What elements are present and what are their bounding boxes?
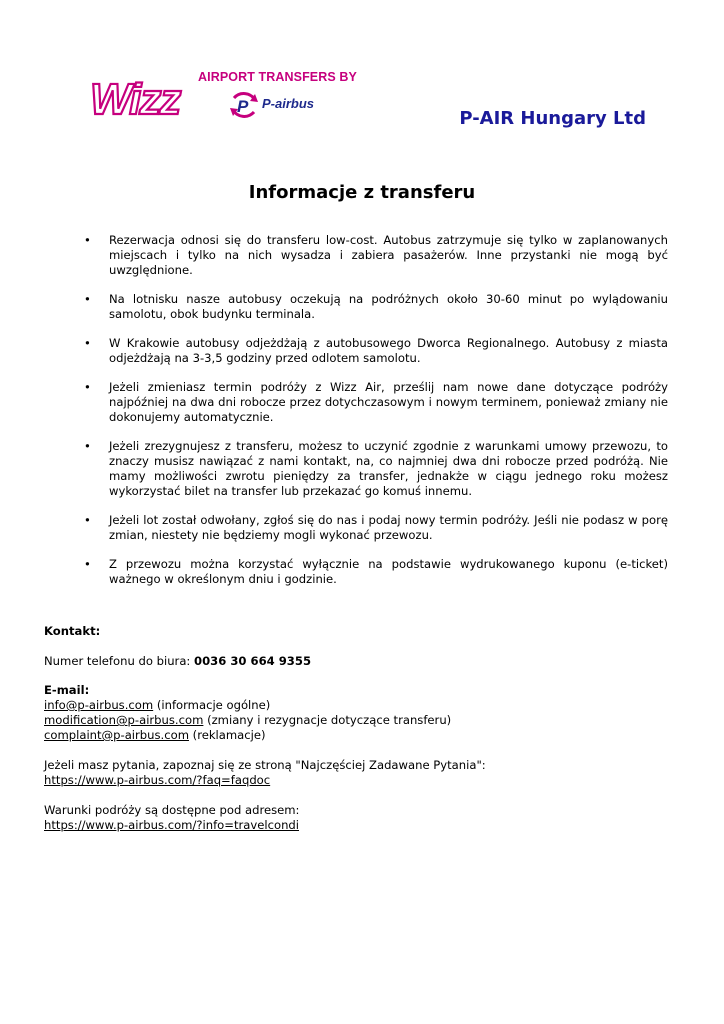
phone-label: Numer telefonu do biura:	[44, 654, 195, 668]
list-item: • W Krakowie autobusy odjeżdżają z autobusowego Dworca Regionalnego. Autobusy z miasta odjeżdżają na 3-3,5 godziny przed odlotem samolotu.	[84, 336, 668, 365]
email-line-complaint	[44, 728, 684, 743]
list-item: • Z przewozu można korzystać wyłącznie na podstawie wydrukowanego kuponu (e-ticket) ważnego w określonym dniu i godzinie.	[84, 557, 668, 586]
list-item: • Jeżeli zmieniasz termin podróży z Wizz Air, prześlij nam nowe dane dotyczące podróży najpóźniej na dwa dni robocze przez dotychczasowym i nowym terminem, ponieważ zmiany nie dokonujemy automatycznie.	[84, 380, 668, 424]
email-link-modification[interactable]: modification@p-airbus.com	[44, 713, 204, 727]
email-link-info[interactable]: info@p-airbus.com	[44, 698, 154, 712]
info-list	[84, 233, 668, 601]
list-item: • Na lotnisku nasze autobusy oczekują na podróżnych około 30-60 minut po wylądowaniu samolotu, obok budynku terminala.	[84, 292, 668, 321]
email-line-info	[44, 698, 684, 713]
list-item: • Jeżeli zrezygnujesz z transferu, możesz to uczynić zgodnie z warunkami umowy przewozu, to znaczy musisz nawiązać z nami kontakt, na, co najmniej dwa dni robocze przed podróżą. Nie mamy możliwości zwrotu pieniędzy za transfer, jednakże w ciągu jednego roku możesz wykorzystać bilet na transfer lub przekazać go komuś innemu.	[84, 439, 668, 498]
terms-link[interactable]: https://www.p-airbus.com/?info=travelcondi	[44, 818, 299, 832]
svg-text:Wizz: Wizz	[90, 75, 180, 124]
email-note-complaint: (reklamacje)	[188, 728, 266, 742]
contact-heading: Kontakt:	[44, 624, 101, 638]
terms-text: Warunki podróży są dostępne pod adresem:	[44, 803, 300, 817]
email-heading: E-mail:	[44, 683, 90, 697]
brand-line: AIRPORT TRANSFERS BY	[198, 70, 357, 84]
email-note-info: (informacje ogólne)	[153, 698, 271, 712]
contact-section	[44, 624, 684, 833]
list-item: • Jeżeli lot został odwołany, zgłoś się do nas i podaj nowy termin podróży. Jeśli nie podasz w porę zmian, niestety nie będziemy mogli wykonać przewozu.	[84, 513, 668, 542]
email-link-complaint[interactable]: complaint@p-airbus.com	[44, 728, 189, 742]
list-item: • Rezerwacja odnosi się do transferu low-cost. Autobus zatrzymuje się tylko w zaplanowanych miejscach i tylko na nich wysadza i zabiera pasażerów. Inne przystanki nie mogą być uwzględnione.	[84, 233, 668, 277]
wizz-logo	[88, 74, 190, 124]
company-name: P-AIR Hungary Ltd	[459, 108, 646, 129]
svg-text:P: P	[237, 97, 249, 116]
faq-link[interactable]: https://www.p-airbus.com/?faq=faqdoc	[44, 773, 271, 787]
document-header	[0, 0, 724, 140]
email-line-modification	[44, 713, 684, 728]
phone-number: 0036 30 664 9355	[194, 654, 312, 668]
phone-line	[44, 654, 684, 669]
email-note-modification: (zmiany i rezygnacje dotyczące transferu)	[203, 713, 452, 727]
pairbus-name: P-airbus	[262, 96, 315, 111]
page-title: Informacje z transferu	[248, 182, 476, 203]
faq-text: Jeżeli masz pytania, zapoznaj się ze stroną "Najczęściej Zadawane Pytania":	[44, 758, 486, 772]
pairbus-logo-icon	[228, 88, 260, 122]
